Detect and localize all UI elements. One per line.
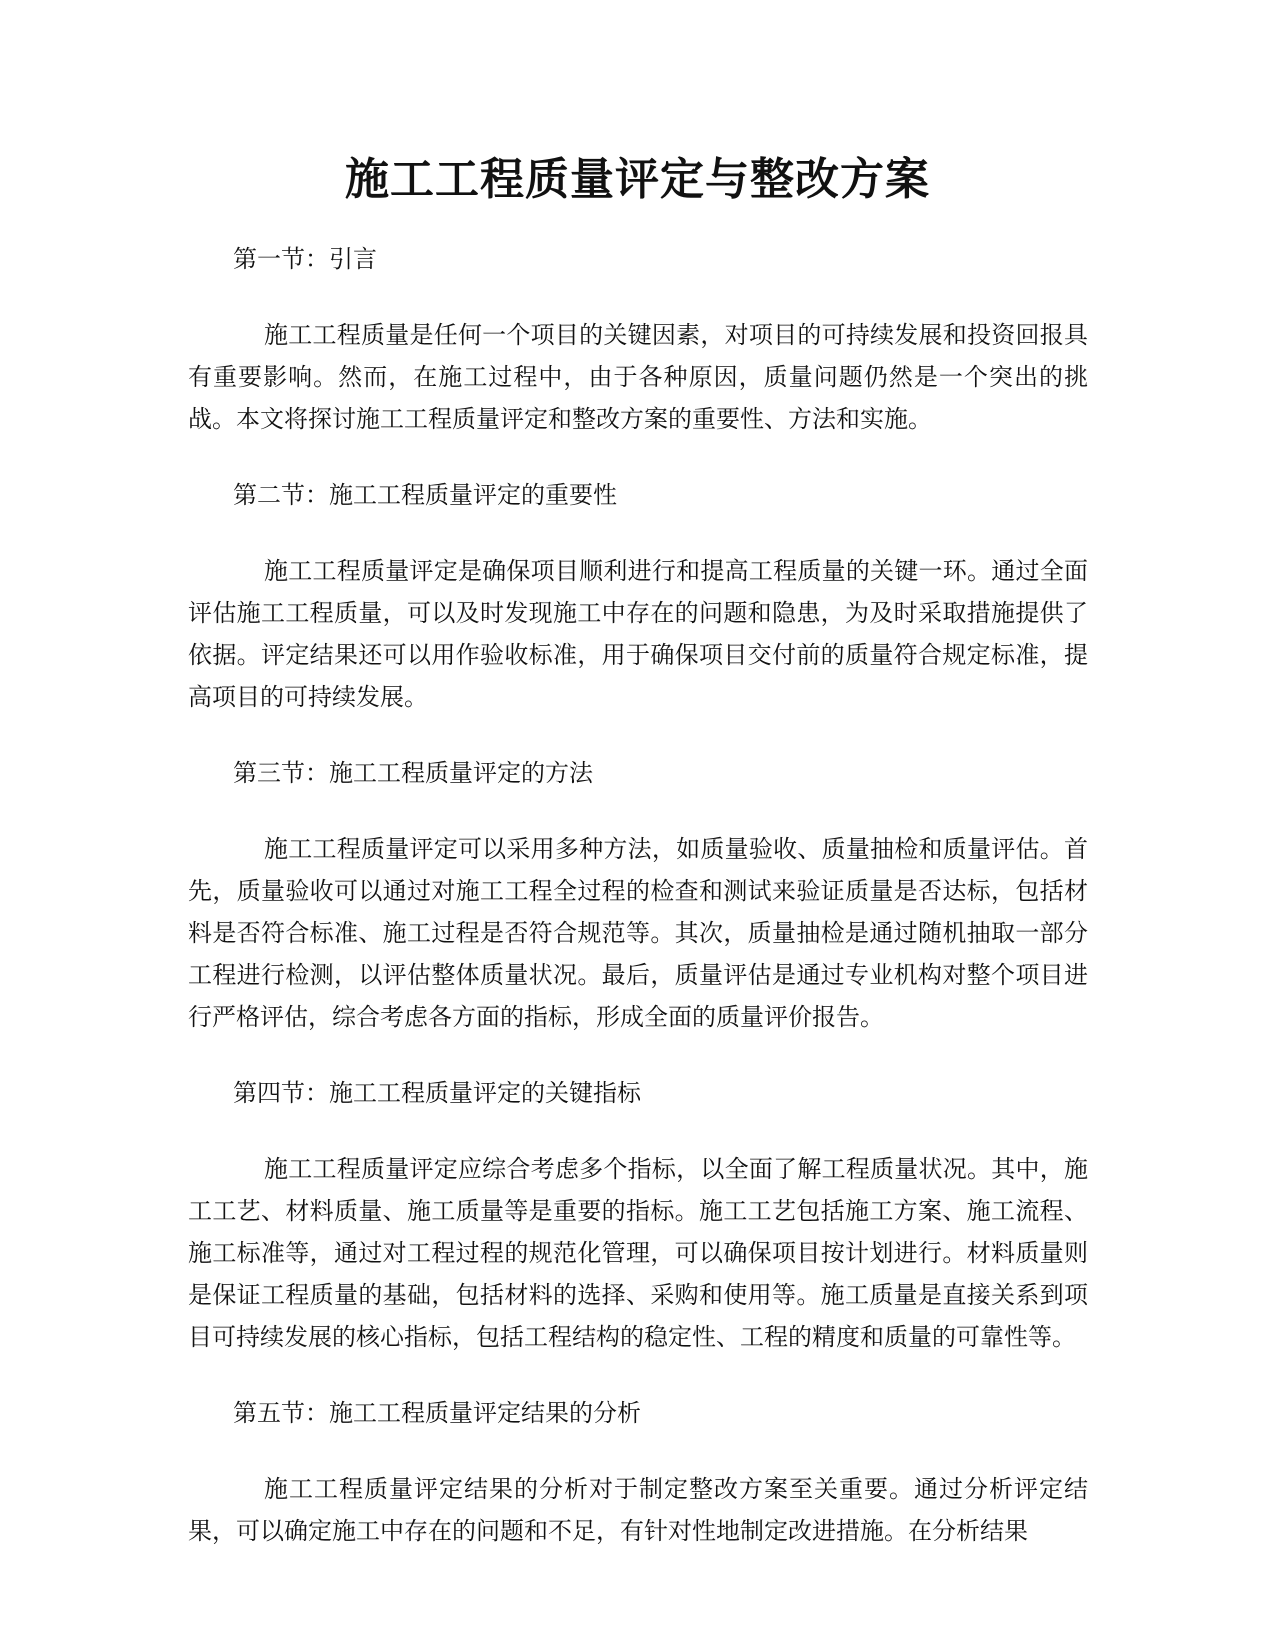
section-paragraph: 施工工程质量是任何一个项目的关键因素，对项目的可持续发展和投资回报具有重要影响。然而，在施工过程中，由于各种原因，质量问题仍然是一个突出的挑战。本文将探讨施工工程质量评定和整改方案的重要性、方法和实施。 [188,321,1088,433]
section-paragraph: 施工工程质量评定可以采用多种方法，如质量验收、质量抽检和质量评估。首先，质量验收可以通过对施工工程全过程的检查和测试来验证质量是否达标，包括材料是否符合标准、施工过程是否符合规范等。其次，质量抽检是通过随机抽取一部分工程进行检测，以评估整体质量状况。最后，质量评估是通过专业机构对整个项目进行严格评估，综合考虑各方面的指标，形成全面的质量评价报告。 [188,835,1088,1031]
section-heading: 第四节：施工工程质量评定的关键指标 [233,1079,641,1107]
section-methods [188,752,1088,1038]
document-body [188,238,1088,1586]
section-heading: 第五节：施工工程质量评定结果的分析 [233,1399,641,1427]
section-intro [188,238,1088,440]
section-heading: 第二节：施工工程质量评定的重要性 [233,481,617,509]
section-importance [188,474,1088,718]
section-results-analysis [188,1392,1088,1552]
section-paragraph: 施工工程质量评定是确保项目顺利进行和提高工程质量的关键一环。通过全面评估施工工程质量，可以及时发现施工中存在的问题和隐患，为及时采取措施提供了依据。评定结果还可以用作验收标准，用于确保项目交付前的质量符合规定标准，提高项目的可持续发展。 [188,557,1088,711]
section-heading: 第三节：施工工程质量评定的方法 [233,759,593,787]
section-heading: 第一节：引言 [233,245,377,273]
document-title: 施工工程质量评定与整改方案 [345,154,930,205]
section-paragraph: 施工工程质量评定结果的分析对于制定整改方案至关重要。通过分析评定结果，可以确定施工中存在的问题和不足，有针对性地制定改进措施。在分析结果 [188,1475,1088,1545]
section-key-indicators [188,1072,1088,1358]
section-paragraph: 施工工程质量评定应综合考虑多个指标，以全面了解工程质量状况。其中，施工工艺、材料质量、施工质量等是重要的指标。施工工艺包括施工方案、施工流程、施工标准等，通过对工程过程的规范化管理，可以确保项目按计划进行。材料质量则是保证工程质量的基础，包括材料的选择、采购和使用等。施工质量是直接关系到项目可持续发展的核心指标，包括工程结构的稳定性、工程的精度和质量的可靠性等。 [188,1155,1088,1351]
